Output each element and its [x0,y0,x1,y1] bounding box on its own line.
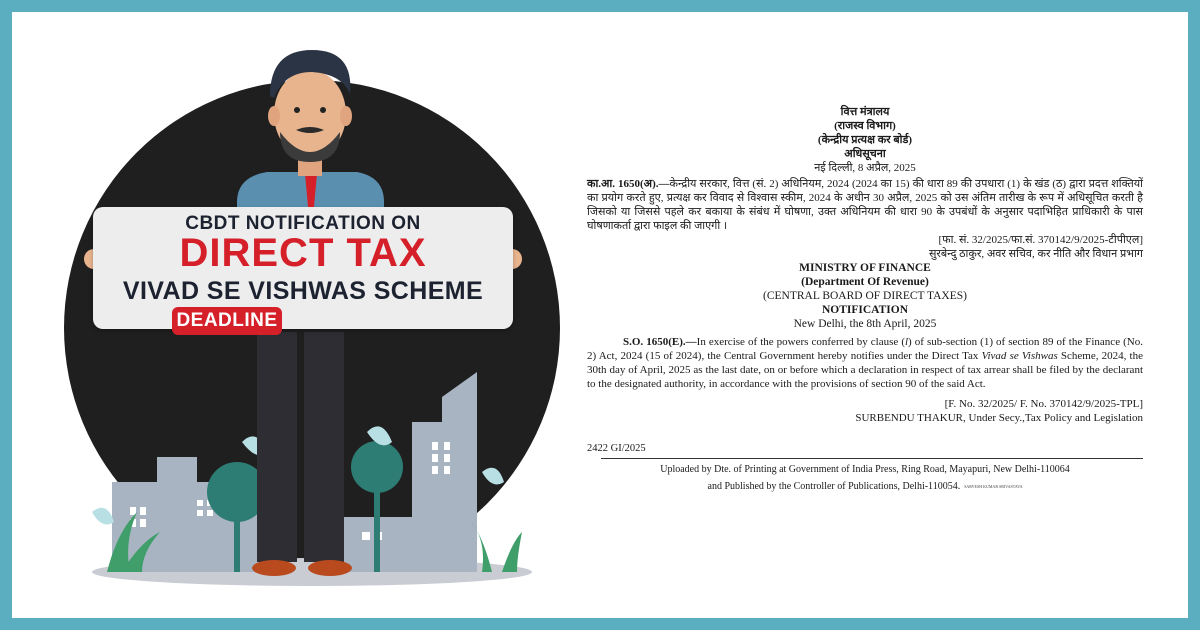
hindi-ministry: वित्त मंत्रालय [840,106,890,118]
english-department: (Department Of Revenue) [801,276,929,288]
footer-line-1: Uploaded by Dte. of Printing at Government of India Press, Ring Road, Mayapuri, New Delhi-110064 [660,464,1070,475]
headline-banner [93,207,513,329]
hindi-signatory: सुरबेन्दु ठाकुर, अवर सचिव, कर नीति और विधान प्रभाग [928,248,1143,260]
hindi-notification-title: अधिसूचना [844,148,886,160]
english-paragraph: S.O. 1650(E).—In exercise of the powers conferred by clause (l) of sub-section (1) of section 89 of the Finance (No. 2) Act, 2024 (15 of 2024), the Central Government hereby notifies under the Direct Tax Vivad se Vishwas Scheme, 2024, the 30th day of April, 2025 as the last date, on or before which a declaration in respect of tax arrear shall be filed by the declarant to the designated authority, in accordance with the provisions of section 90 of the said Act. [587,336,1143,390]
english-board: (CENTRAL BOARD OF DIRECT TAXES) [763,290,967,302]
english-order-number: S.O. 1650(E).— [623,336,697,348]
banner-line-1: CBDT NOTIFICATION ON [185,213,421,234]
hindi-department: (राजस्व विभाग) [834,120,896,132]
digital-signature: SARVESH KUMAR SRIVASTAVA [964,484,1023,490]
english-notification-title: NOTIFICATION [821,304,909,316]
ear-right [340,106,352,126]
deadline-badge: DEADLINE [172,307,282,335]
hindi-paragraph [587,177,1143,233]
hindi-paragraph-text: केन्द्रीय सरकार, वित्त (सं. 2) अधिनियम, 2024 (2024 का 15) की धारा 89 की उपधारा (1) के खंड (ठ) द्वारा प्रदत्त शक्तियों का प्रयोग करते हुए, प्रत्यक्ष कर विवाद से विश्वास स्कीम, 2024 के अधीन 30 अप्रैल, 2025 को उस अंतिम तारीख के रूप में अधिसूचित करती है जिसको या जिससे पहले कर बकाया के संबंध में घोषणा, उक्त अधिनियम की धारा 90 के उपबंधों के अनुसार पदाभिहित प्राधिकारी के पास घोषणाकर्ता द्वारा फाइल की जाएगी । [587,178,1143,232]
english-file-number: [F. No. 32/2025/ F. No. 370142/9/2025-TPL] [944,398,1143,410]
eye-left [294,107,300,113]
english-date: New Delhi, the 8th April, 2025 [793,318,937,330]
english-ministry: MINISTRY OF FINANCE [799,262,931,274]
clause-letter: l [904,336,909,348]
ear-left [268,106,280,126]
eye-right [320,107,326,113]
scheme-name: Vivad se Vishwas [981,350,1058,362]
gazette-notification [587,105,1143,525]
image-frame [12,12,1188,618]
banner-line-3: VIVAD SE VISHWAS SCHEME [122,277,484,305]
footer-line-2: and Published by the Controller of Publications, Delhi-110054. SARVESH KUMAR SRIVASTAVA [707,481,1023,492]
gi-number: 2422 GI/2025 [587,443,646,454]
footer-divider [601,458,1143,459]
hindi-board: (केन्द्रीय प्रत्यक्ष कर बोर्ड) [817,134,913,146]
hindi-file-number: [फा. सं. 32/2025/फा.सं. 370142/9/2025-टीपीएल] [938,234,1143,246]
english-signatory: SURBENDU THAKUR, Under Secy.,Tax Policy and Legislation [855,412,1143,424]
banner-line-2: DIRECT TAX [179,231,427,275]
hindi-order-number: का.आ. 1650(अ).— [587,178,670,190]
hindi-date: नई दिल्ली, 8 अप्रैल, 2025 [814,162,916,174]
illustration [12,12,612,618]
